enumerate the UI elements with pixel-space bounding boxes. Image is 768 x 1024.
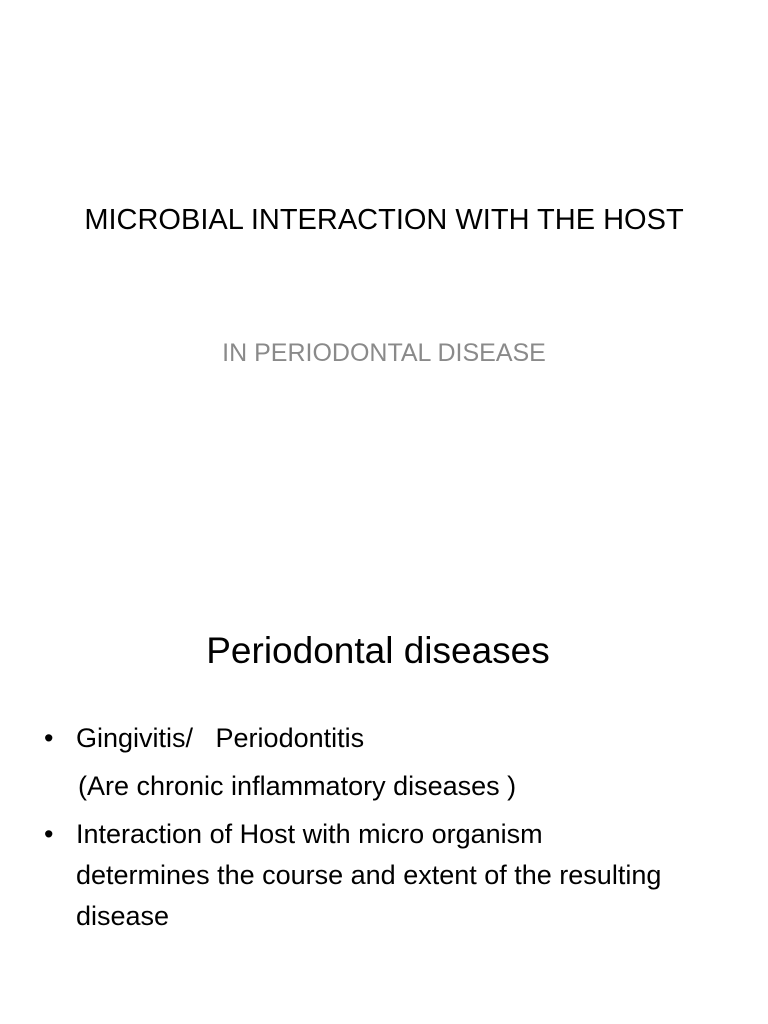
bullet-text-1: Gingivitis/ Periodontitis [76,723,365,753]
bullet-continuation-1 [44,758,744,806]
slide-2-title: Periodontal diseases [206,630,550,671]
slide-1-subtitle: IN PERIODONTAL DISEASE [222,339,546,367]
bullet-list [44,718,744,937]
bullet-item-2 [44,806,744,937]
bullet-item-1 [44,718,744,758]
slide-2 [0,512,768,1024]
bullet-text-2: Interaction of Host with micro organism determines the course and extent of the resulting disease [76,819,662,931]
bullet-dot-icon: • [44,819,54,849]
bullet-dot-icon: • [44,723,54,753]
bullet-continuation-text-1: (Are chronic inflammatory diseases ) [78,771,517,801]
slide-1-title: MICROBIAL INTERACTION WITH THE HOST [84,204,684,236]
